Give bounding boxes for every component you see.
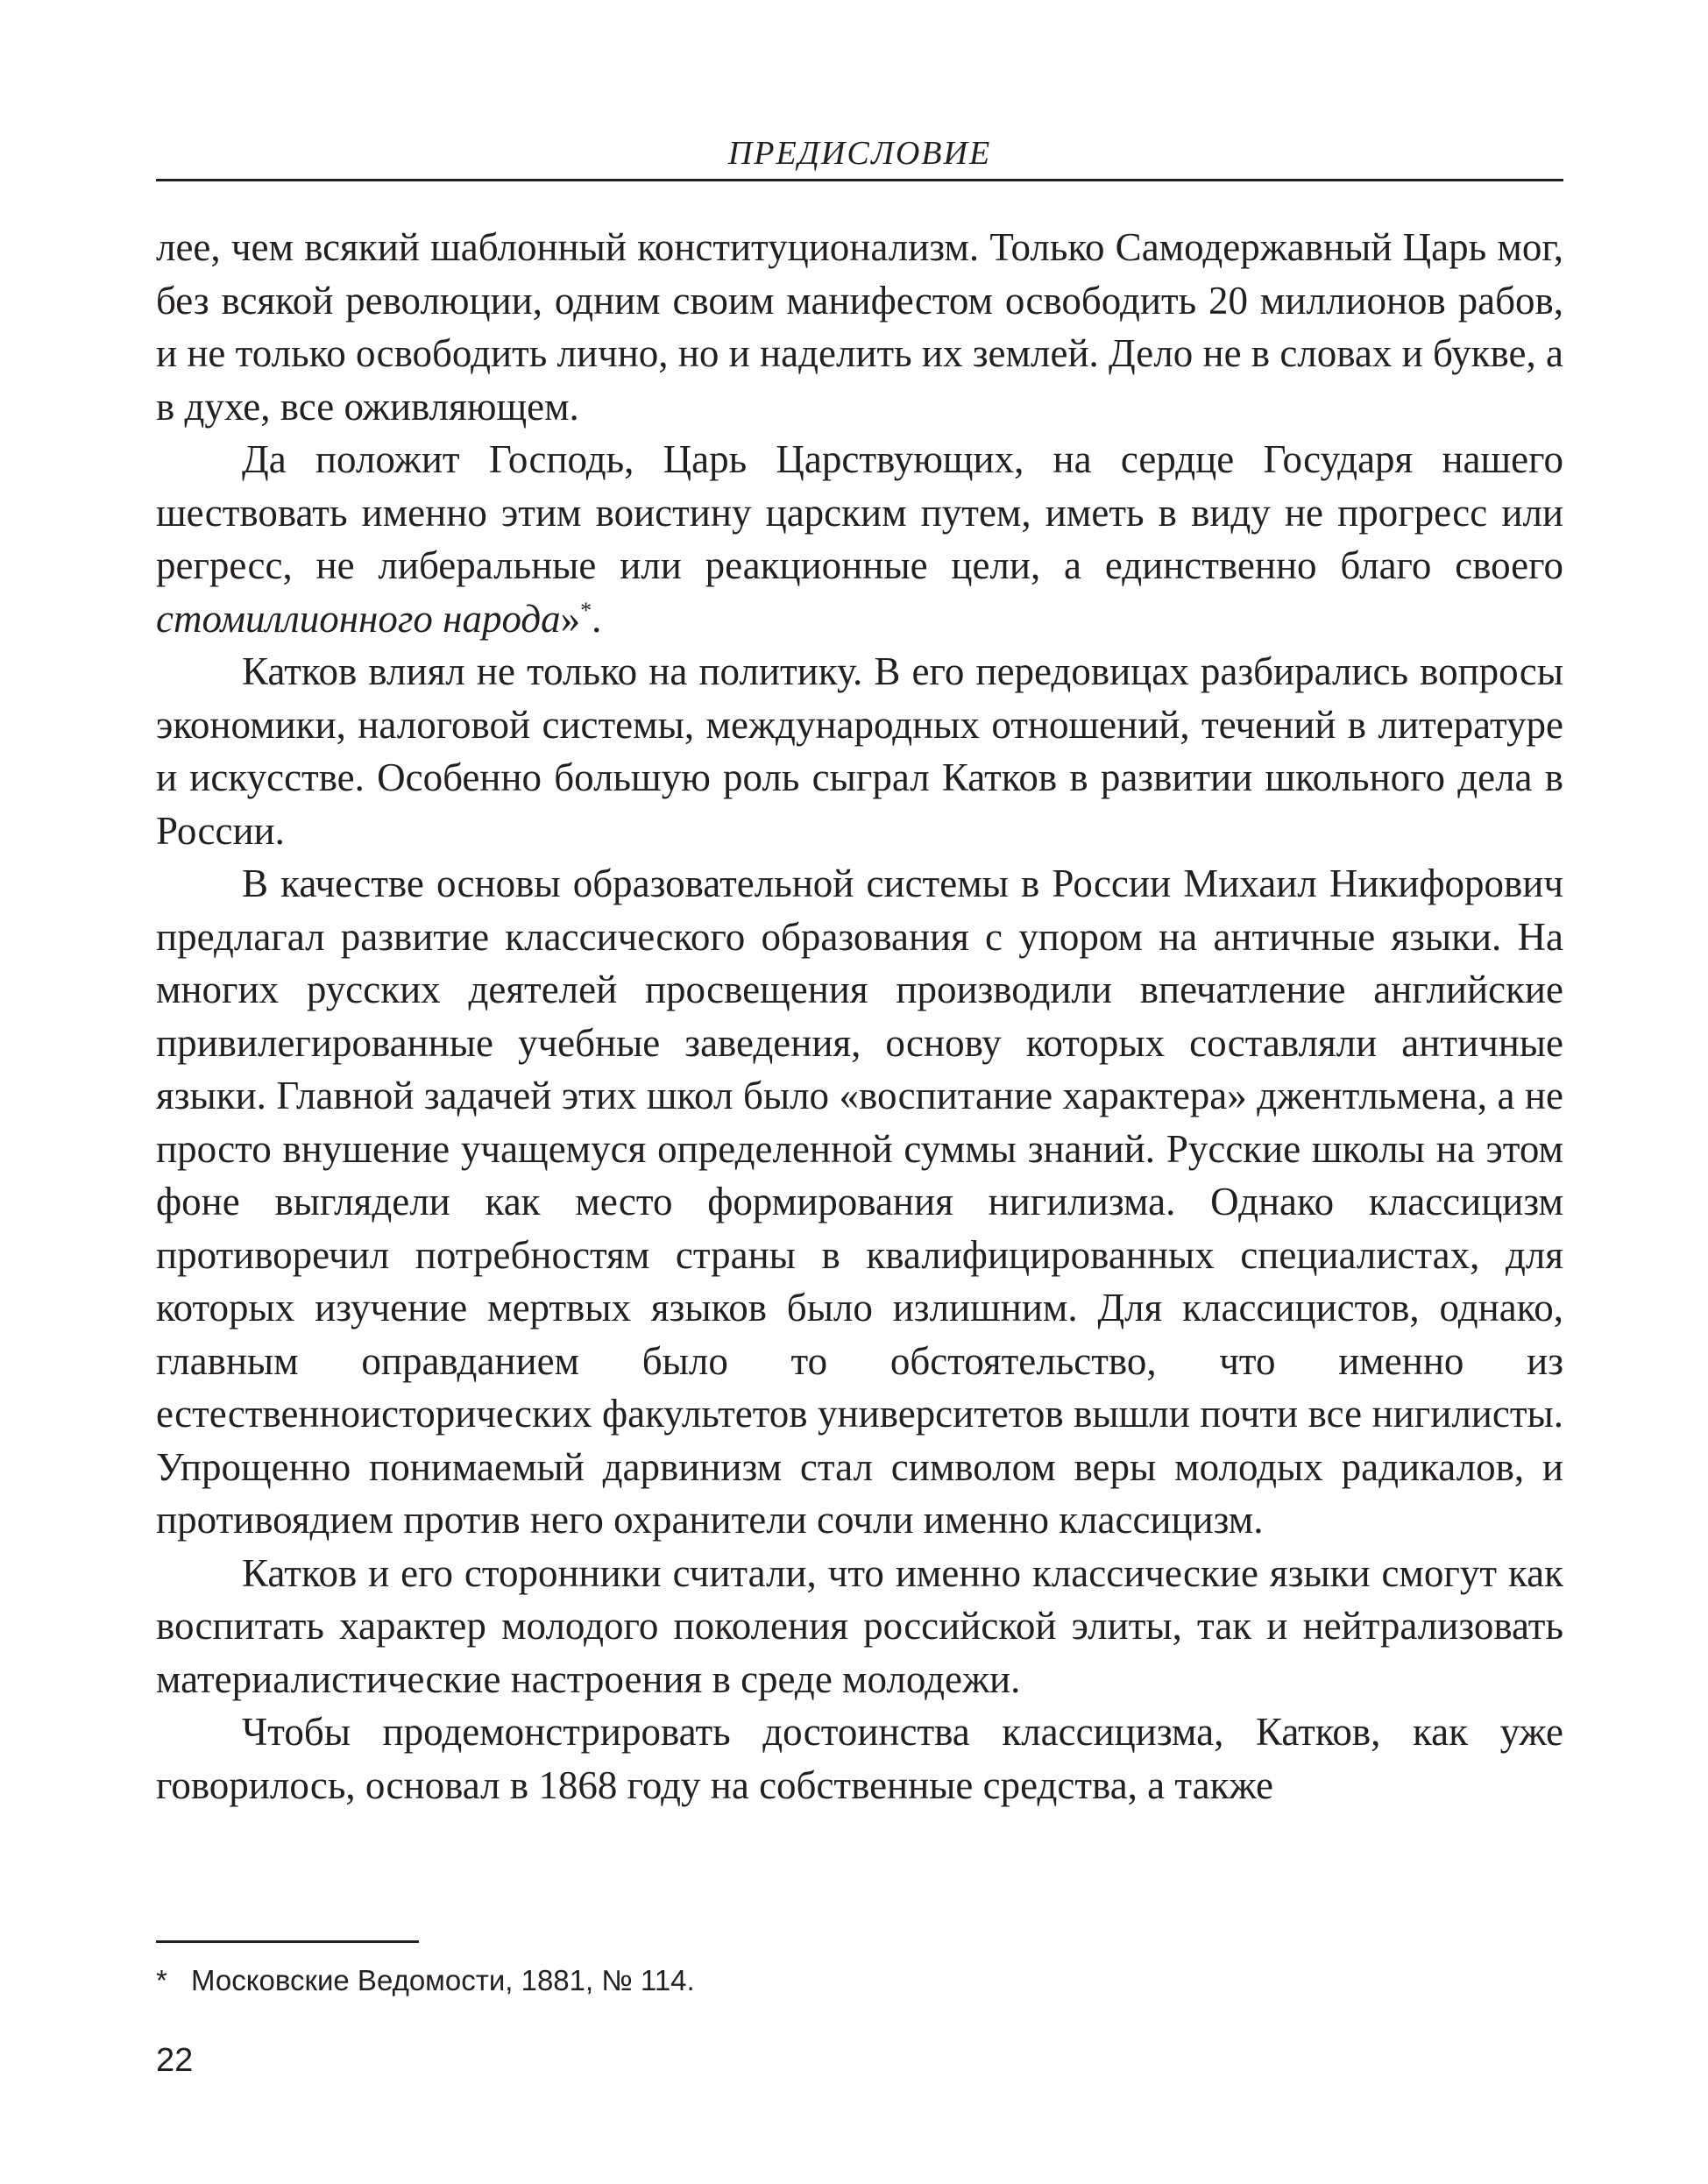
paragraph-2 <box>156 433 1563 645</box>
paragraph-5: Катков и его сторонники считали, что именно классические языки смогут как воспитать характер молодого поколения российской элиты, так и нейтрализовать материалистические настроения в среде молодежи. <box>156 1550 1563 1701</box>
paragraph-2-text: Да положит Господь, Царь Царствующих, на сердце Государя нашего шествовать именно этим воистину царским путем, иметь в виду не прогресс или регресс, не либеральные или реакционные цели, а единственно благо своего <box>156 437 1563 587</box>
paragraph-6: Чтобы продемонстрировать достоинства классицизма, Катков, как уже говорилось, основал в 1868 году на собственные средства, а также <box>156 1710 1563 1807</box>
header-rule <box>156 179 1563 181</box>
paragraph-2-quote-close: » <box>560 596 581 641</box>
paragraph-1: лее, чем всякий шаблонный конституционализм. Только Самодержавный Царь мог, без всякой революции, одним своим манифестом освободить 20 миллионов рабов, и не только освободить лично, но и наделить их землей. Дело не в словах и букве, а в духе, все оживляющем. <box>156 225 1563 429</box>
paragraph-2-italic: стомиллионного народа <box>156 596 561 641</box>
running-head: ПРЕДИСЛОВИЕ <box>727 135 992 172</box>
footnote <box>156 1961 1563 2000</box>
paragraph-4: В качестве основы образовательной системы в России Михаил Никифорович предлагал развитие классического образования с упором на античные языки. На многих русских деятелей просвещения производили впечатление английские привилегированные учебные заведения, основу которых составляли античные языки. Главной задачей этих школ было «воспитание характера» джентльмена, а не просто внушение учащемуся определенной суммы знаний. Русские школы на этом фоне выглядели как место формирования нигилизма. Однако классицизм противоречил потребностям страны в квалифицированных специалистах, для которых изучение мертвых языков было излишним. Для классицистов, однако, главным оправданием было то обстоятельство, что именно из естественноисторических факультетов университетов вышли почти все нигилисты. Упрощенно понимаемый дарвинизм стал символом веры молодых радикалов, и противоядием против него охранители сочли именно классицизм. <box>156 862 1563 1542</box>
footnote-mark: * <box>156 1964 167 1996</box>
footnote-text: Московские Ведомости, 1881, № 114. <box>191 1964 695 1996</box>
body-text <box>156 221 1563 1812</box>
paragraph-2-end: . <box>592 596 602 641</box>
paragraph-3: Катков влиял не только на политику. В его передовицах разбирались вопросы экономики, налоговой системы, международных отношений, течений в литературе и искусстве. Особенно большую роль сыграл Катков в развитии школьного дела в России. <box>156 649 1563 853</box>
page-number: 22 <box>156 2042 194 2079</box>
footnote-rule <box>156 1940 419 1943</box>
footnote-ref: * <box>580 597 592 623</box>
